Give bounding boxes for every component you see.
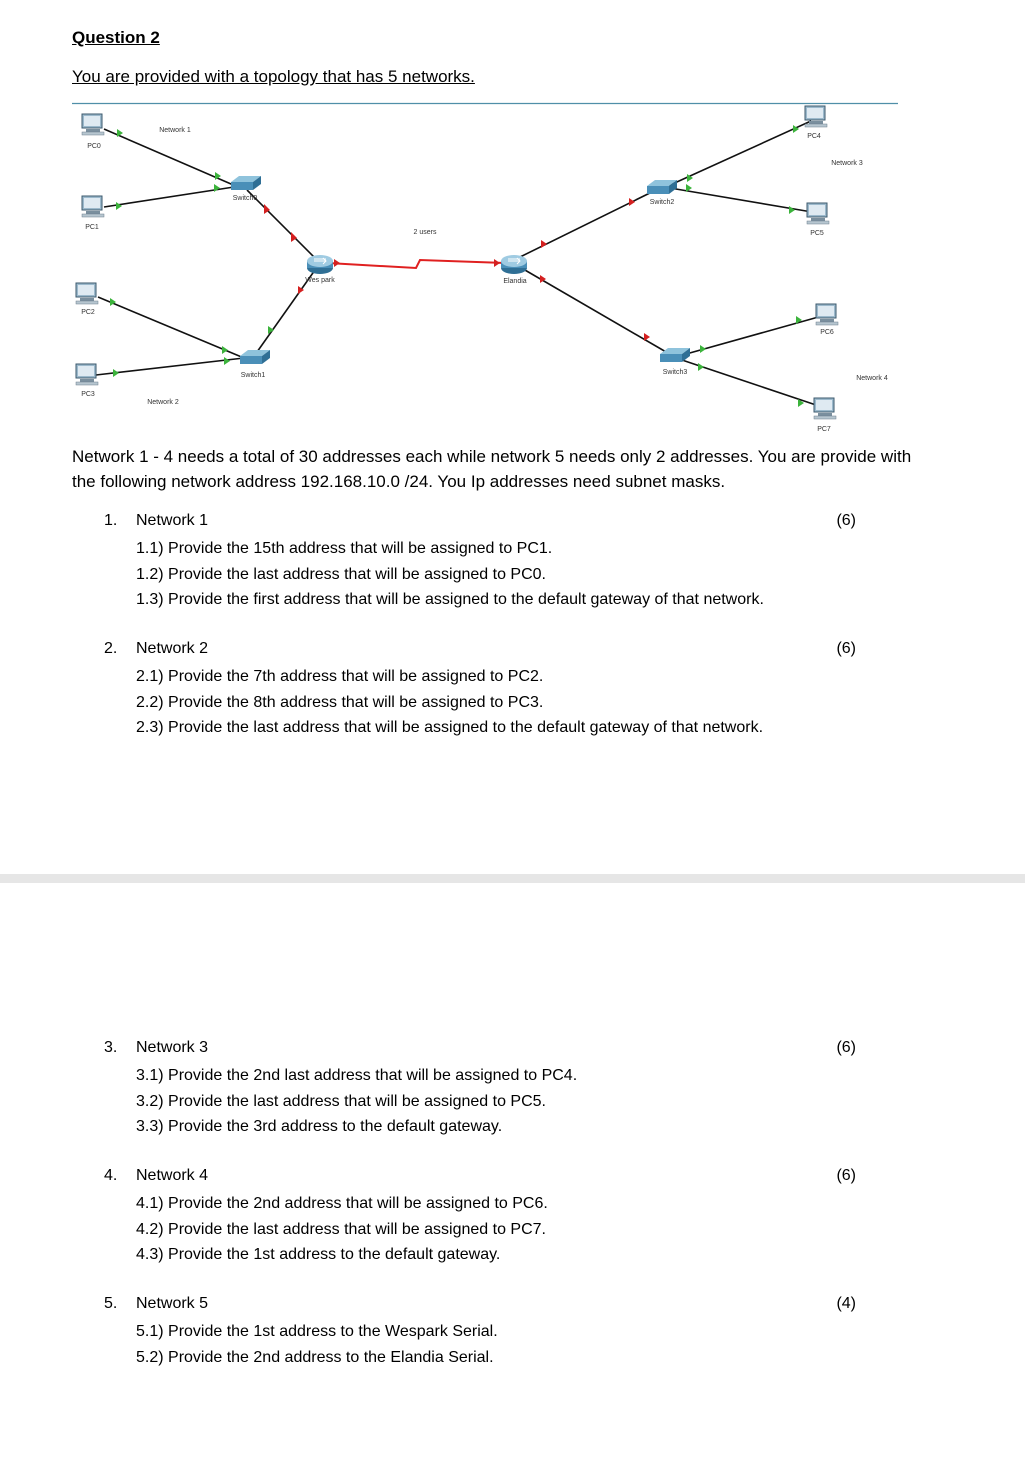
item-marks: (6) xyxy=(836,1167,856,1184)
link-light-down xyxy=(629,198,635,206)
sub-question: 4.3) Provide the 1st address to the default gateway. xyxy=(136,1246,501,1263)
question-title: Question 2 xyxy=(72,28,160,47)
item-title: Network 4 xyxy=(136,1167,209,1184)
link-light-up xyxy=(224,357,230,365)
pc4-icon xyxy=(805,106,827,127)
requirements-paragraph: Network 1 - 4 needs a total of 30 addresses each while network 5 needs only 2 addresses. You are provide with the following network address 192.168.10.0 /24. You Ip addresses need subnet masks. xyxy=(72,447,912,491)
label-switch1: Switch1 xyxy=(240,372,266,379)
sub-question: 4.2) Provide the last address that will be assigned to PC7. xyxy=(136,1220,546,1238)
label-pc1: PC1 xyxy=(85,224,99,231)
item-title: Network 5 xyxy=(136,1295,209,1312)
label-router-elandia: Elandia xyxy=(503,278,527,285)
sub-question-list xyxy=(136,1319,876,1370)
sub-question: 5.2) Provide the 2nd address to the Elandia Serial. xyxy=(136,1348,494,1366)
switch2-icon xyxy=(647,180,677,194)
label-pc3: PC3 xyxy=(81,391,95,398)
sub-question-list xyxy=(136,1191,876,1268)
pc1-icon xyxy=(82,196,104,217)
sub-question: 2.3) Provide the last address that will be assigned to the default gateway of that network. xyxy=(136,719,764,736)
link-light-up xyxy=(222,346,228,354)
sub-question-list xyxy=(136,536,876,613)
link-light-up xyxy=(113,369,119,377)
item-number: 3. xyxy=(104,1039,118,1056)
link-light-up xyxy=(116,202,122,210)
sub-question: 1.2) Provide the last address that will be assigned to PC0. xyxy=(136,565,546,583)
pc6-icon xyxy=(816,304,838,325)
pc2-icon xyxy=(76,283,98,304)
sub-question-list xyxy=(136,1063,876,1140)
serial-link-cable xyxy=(328,260,505,268)
label-network4: Network 4 xyxy=(856,375,888,382)
item-marks: (4) xyxy=(836,1295,856,1312)
sub-question: 2.2) Provide the 8th address that will be assigned to PC3. xyxy=(136,693,544,711)
pc7-icon xyxy=(814,398,836,419)
label-pc6: PC6 xyxy=(820,329,834,336)
link-light-down xyxy=(494,259,500,267)
label-pc0: PC0 xyxy=(87,143,101,150)
link-light-up xyxy=(700,345,706,353)
label-pc7: PC7 xyxy=(817,426,831,433)
item-number: 2. xyxy=(104,640,118,657)
item-marks: (6) xyxy=(836,512,856,529)
label-switch2: Switch2 xyxy=(649,199,675,206)
question-intro: You are provided with a topology that has 5 networks. xyxy=(72,67,475,86)
item-title: Network 1 xyxy=(136,512,209,529)
label-network2: Network 2 xyxy=(147,399,179,406)
router-wespark-icon xyxy=(307,255,333,274)
pc5-icon xyxy=(807,203,829,224)
sub-question: 3.3) Provide the 3rd address to the default gateway. xyxy=(136,1118,503,1135)
sub-question: 3.1) Provide the 2nd last address that will be assigned to PC4. xyxy=(136,1067,578,1084)
item-number: 4. xyxy=(104,1167,118,1184)
label-pc2: PC2 xyxy=(81,309,95,316)
link-light-down xyxy=(334,259,340,267)
pc3-icon xyxy=(76,364,98,385)
link-light-down xyxy=(541,240,547,248)
item-title: Network 3 xyxy=(136,1039,209,1056)
network-topology-diagram xyxy=(72,102,898,438)
link-light-up xyxy=(789,206,795,214)
label-serial-link: 2 users xyxy=(413,229,437,236)
link-light-up xyxy=(214,184,220,192)
sub-question: 1.3) Provide the first address that will be assigned to the default gateway of that network. xyxy=(136,591,764,608)
label-network3: Network 3 xyxy=(831,160,863,167)
router-elandia-icon xyxy=(501,255,527,274)
sub-question: 3.2) Provide the last address that will be assigned to PC5. xyxy=(136,1092,546,1110)
item-marks: (6) xyxy=(836,640,856,657)
link-lights-up xyxy=(110,125,804,407)
cable-elandia-switch2 xyxy=(518,188,660,258)
label-switch3: Switch3 xyxy=(662,369,688,376)
sub-question-list xyxy=(136,664,876,741)
label-network1: Network 1 xyxy=(159,127,191,134)
sub-question: 5.1) Provide the 1st address to the Wespark Serial. xyxy=(136,1323,498,1340)
switch3-icon xyxy=(660,348,690,362)
item-number: 5. xyxy=(104,1295,118,1312)
sub-question: 1.1) Provide the 15th address that will be assigned to PC1. xyxy=(136,540,553,557)
item-number: 1. xyxy=(104,512,118,529)
pc0-icon xyxy=(82,114,104,135)
page-separator xyxy=(0,874,1025,883)
label-pc4: PC4 xyxy=(807,133,821,140)
label-router-wespark: Wes park xyxy=(305,277,335,284)
sub-question: 2.1) Provide the 7th address that will be assigned to PC2. xyxy=(136,668,544,685)
item-marks: (6) xyxy=(836,1039,856,1056)
label-pc5: PC5 xyxy=(810,230,824,237)
switch1-icon xyxy=(240,350,270,364)
sub-question: 4.1) Provide the 2nd address that will be assigned to PC6. xyxy=(136,1195,548,1212)
switch0-icon xyxy=(231,176,261,190)
link-light-down xyxy=(291,232,297,242)
link-light-up xyxy=(698,363,704,371)
cables xyxy=(96,121,822,407)
cable-pc0-switch0 xyxy=(104,129,238,187)
cable-pc3-switch1 xyxy=(96,358,244,375)
label-switch0: Switch0 xyxy=(232,195,258,202)
item-title: Network 2 xyxy=(136,640,209,657)
link-light-down xyxy=(644,333,650,341)
